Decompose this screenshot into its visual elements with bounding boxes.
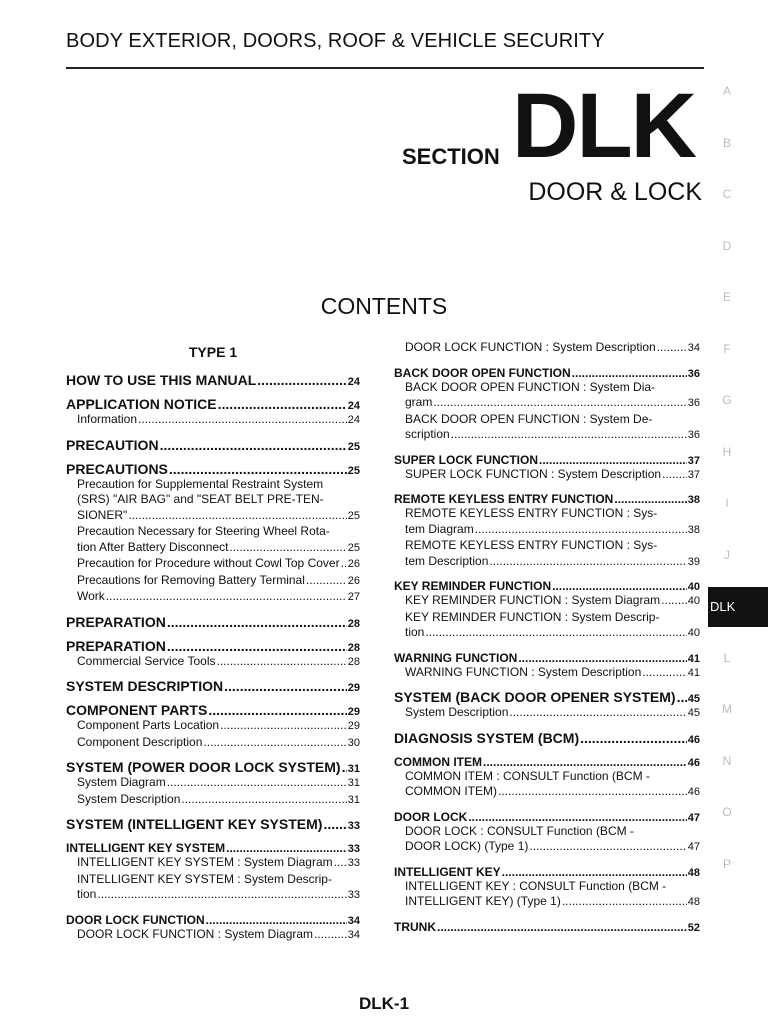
toc-entry	[66, 614, 360, 630]
dot-leader	[203, 735, 346, 751]
toc-page-number: 47	[687, 811, 700, 824]
toc-entry-title: SUPER LOCK FUNCTION	[394, 452, 538, 467]
toc-page-number: 33	[347, 820, 360, 832]
contents-title: CONTENTS	[320, 293, 448, 319]
side-tab-l: L	[723, 650, 731, 665]
toc-subentry	[394, 593, 700, 610]
toc-page-number: 38	[687, 494, 700, 506]
toc-subentry	[66, 556, 360, 573]
toc-entry-title: DOOR LOCK	[394, 809, 468, 824]
toc-subentry	[394, 705, 700, 722]
dot-leader	[425, 625, 686, 641]
toc-page-number: 24	[347, 414, 360, 426]
toc-page-number: 46	[687, 733, 700, 746]
side-tab-f: F	[723, 341, 731, 356]
dot-leader	[167, 775, 347, 791]
toc-entry-continued: BACK DOOR OPEN FUNCTION : System De-	[405, 411, 653, 426]
side-tab-d: D	[722, 238, 732, 253]
toc-entry	[66, 816, 360, 832]
toc-page-number: 29	[347, 720, 360, 732]
toc-page-number: 36	[687, 397, 700, 409]
toc-entry-title: PREPARATION	[66, 637, 166, 654]
toc-subentry	[66, 855, 360, 872]
dot-leader	[483, 755, 687, 769]
dot-leader	[342, 759, 347, 775]
dot-leader	[489, 554, 686, 570]
side-tab-b: B	[722, 135, 731, 150]
dot-leader	[218, 396, 347, 412]
toc-entry-title: SYSTEM DESCRIPTION	[66, 678, 224, 694]
toc-subentry	[66, 573, 360, 590]
toc-entry-title: INTELLIGENT KEY) (Type 1)	[405, 894, 561, 908]
toc-page-number: 45	[687, 693, 700, 705]
toc-page-number: 40	[687, 581, 700, 593]
toc-entry-title: System Description	[77, 791, 181, 806]
toc-subentry	[394, 625, 700, 642]
dot-leader	[181, 792, 346, 808]
toc-page-number: 34	[347, 928, 360, 941]
dot-leader	[509, 705, 686, 721]
toc-entry-continued: REMOTE KEYLESS ENTRY FUNCTION : Sys-	[405, 538, 658, 552]
toc-entry	[394, 689, 700, 705]
toc-subentry	[66, 735, 360, 752]
toc-entry-title: SYSTEM (INTELLIGENT KEY SYSTEM)	[66, 816, 323, 832]
toc-entry-title: System Diagram	[77, 775, 166, 789]
toc-entry-continued: Precaution for Supplemental Restraint System	[77, 476, 324, 491]
dot-leader	[229, 540, 346, 556]
dot-leader	[657, 340, 687, 356]
toc-page-number: 26	[347, 558, 360, 570]
dot-leader	[206, 913, 347, 927]
dot-leader	[661, 593, 687, 609]
toc-subentry	[66, 887, 360, 904]
toc-entry-title: tem Description	[405, 553, 489, 568]
side-tab-j: J	[724, 547, 730, 562]
toc-subentry	[66, 792, 360, 809]
toc-entry-title: BACK DOOR OPEN FUNCTION	[394, 365, 571, 380]
dot-leader	[529, 839, 686, 855]
toc-entry-title: Work	[77, 589, 105, 603]
toc-entry	[66, 372, 360, 388]
toc-entry-title: WARNING FUNCTION	[394, 650, 518, 665]
toc-subentry	[394, 894, 700, 911]
toc-entry-title: KEY REMINDER FUNCTION : System Diagram	[405, 593, 661, 607]
toc-page-number: 34	[687, 342, 700, 354]
toc-entry-continued: INTELLIGENT KEY SYSTEM : System Descrip-	[77, 871, 332, 886]
toc-page-number: 41	[687, 666, 700, 679]
toc-entry-title: tem Diagram	[405, 521, 474, 536]
side-tab-n: N	[722, 753, 732, 768]
toc-entry	[394, 579, 700, 593]
toc-subentry	[394, 427, 700, 444]
dot-leader	[97, 887, 346, 903]
toc-entry	[394, 492, 700, 506]
toc-entry-title: KEY REMINDER FUNCTION	[394, 579, 552, 593]
page-number: DLK-1	[358, 994, 410, 1013]
side-tab-i: I	[725, 496, 729, 510]
dot-leader	[468, 810, 686, 824]
header-title: BODY EXTERIOR, DOORS, ROOF & VEHICLE SECURITY	[66, 30, 605, 52]
dot-leader	[614, 492, 686, 506]
toc-page-number: 33	[347, 889, 360, 901]
toc-subentry	[394, 784, 700, 801]
toc-subentry	[394, 395, 700, 412]
toc-entry	[66, 841, 360, 855]
toc-entry-title: INTELLIGENT KEY SYSTEM : System Diagram	[77, 855, 333, 869]
dot-leader	[128, 508, 346, 524]
dot-leader	[257, 372, 346, 388]
toc-subentry	[66, 927, 360, 944]
toc-page-number: 48	[687, 866, 700, 879]
dot-leader	[334, 855, 347, 871]
toc-page-number: 33	[347, 857, 360, 869]
toc-entry-title: DOOR LOCK FUNCTION : System Diagram	[77, 926, 314, 941]
toc-page-number: 25	[347, 464, 360, 477]
toc-entry	[394, 755, 700, 769]
toc-entry	[66, 702, 360, 718]
toc-page-number: 29	[347, 682, 360, 694]
dot-leader	[106, 589, 347, 605]
toc-page-number: 47	[687, 841, 700, 853]
toc-page-number: 24	[347, 400, 360, 412]
dot-leader	[437, 920, 687, 934]
dot-leader	[677, 689, 687, 705]
toc-subentry	[66, 412, 360, 429]
toc-page-number: 46	[687, 756, 700, 769]
toc-entry-continued: (SRS) "AIR BAG" and "SEAT BELT PRE-TEN-	[77, 492, 324, 506]
toc-entry-continued: KEY REMINDER FUNCTION : System Descrip-	[405, 609, 660, 624]
toc-entry-title: HOW TO USE THIS MANUAL	[66, 372, 257, 388]
toc-entry-title: tion	[77, 887, 97, 901]
side-tab-h: H	[722, 444, 732, 459]
dot-leader	[498, 784, 687, 800]
toc-entry-title: DOOR LOCK FUNCTION	[66, 912, 205, 927]
toc-type-heading: TYPE 1	[188, 344, 238, 360]
dot-leader	[160, 437, 347, 453]
toc-entry-continued: REMOTE KEYLESS ENTRY FUNCTION : Sys-	[405, 506, 658, 520]
toc-entry-title: COMMON ITEM	[394, 754, 482, 769]
dot-leader	[323, 816, 346, 832]
dot-leader	[572, 366, 687, 380]
toc-entry-title: SYSTEM (POWER DOOR LOCK SYSTEM)	[66, 759, 341, 775]
toc-entry-title: Component Description	[77, 734, 203, 749]
toc-page-number: 40	[687, 627, 700, 639]
header-rule	[66, 67, 704, 69]
toc-entry-title: Precautions for Removing Battery Terminal	[77, 572, 305, 587]
toc-entry-title: gram	[405, 395, 433, 409]
toc-entry-continued: DOOR LOCK : CONSULT Function (BCM -	[405, 823, 634, 838]
toc-entry-title: System Description	[405, 705, 509, 719]
dot-leader	[167, 614, 347, 630]
toc-entry	[394, 366, 700, 380]
dot-leader	[475, 522, 687, 538]
dot-leader	[220, 718, 347, 734]
toc-page-number: 25	[347, 541, 360, 554]
toc-entry	[66, 759, 360, 775]
toc-entry-title: tion	[405, 625, 425, 639]
section-name: DOOR & LOCK	[528, 178, 702, 206]
toc-entry	[394, 453, 700, 467]
toc-subentry	[394, 522, 700, 539]
toc-entry-title: SYSTEM (BACK DOOR OPENER SYSTEM)	[394, 689, 676, 705]
toc-entry-continued: INTELLIGENT KEY : CONSULT Function (BCM -	[405, 878, 667, 893]
toc-entry-title: SIONER"	[77, 507, 128, 522]
dot-leader	[580, 730, 687, 746]
dot-leader	[502, 865, 687, 879]
toc-entry-title: Information	[77, 412, 138, 426]
dot-leader	[138, 412, 347, 428]
toc-subentry	[66, 540, 360, 557]
toc-entry-title: COMPONENT PARTS	[66, 702, 208, 718]
toc-entry-title: tion After Battery Disconnect	[77, 539, 229, 554]
toc-page-number: 41	[687, 652, 700, 665]
toc-page-number: 46	[687, 786, 700, 798]
toc-entry	[394, 865, 700, 879]
toc-page-number: 28	[347, 655, 360, 668]
toc-page-number: 52	[687, 921, 700, 934]
dot-leader	[341, 556, 347, 572]
toc-entry-title: Component Parts Location	[77, 718, 220, 732]
dot-leader	[451, 427, 687, 443]
toc-left-column	[66, 336, 360, 943]
toc-page-number: 30	[347, 736, 360, 749]
toc-right-column	[394, 340, 700, 934]
toc-page-number: 31	[347, 793, 360, 806]
toc-entry-title: INTELLIGENT KEY	[394, 864, 501, 879]
side-tab-a: A	[722, 84, 731, 98]
toc-entry	[66, 461, 360, 477]
toc-entry-title: PRECAUTION	[66, 436, 159, 453]
toc-entry-title: PREPARATION	[66, 613, 166, 630]
toc-page-number: 45	[687, 707, 700, 719]
toc-entry-title: TRUNK	[394, 919, 436, 934]
toc-page-number: 31	[347, 763, 360, 775]
toc-subentry	[394, 467, 700, 484]
side-tab-dlk: DLK	[708, 587, 768, 627]
toc-entry-title: PRECAUTIONS	[66, 460, 168, 477]
toc-entry	[66, 638, 360, 654]
section-code: DLK	[512, 75, 696, 177]
toc-entry-title: APPLICATION NOTICE	[66, 396, 217, 412]
dot-leader	[562, 894, 687, 910]
toc-entry-continued: BACK DOOR OPEN FUNCTION : System Dia-	[405, 379, 656, 394]
toc-page-number: 25	[347, 509, 360, 522]
side-tab-g: G	[722, 393, 732, 407]
toc-entry	[66, 396, 360, 412]
dot-leader	[306, 573, 347, 589]
toc-page-number: 31	[347, 777, 360, 789]
side-tab-p: P	[722, 856, 731, 871]
toc-page-number: 37	[687, 454, 700, 467]
toc-entry-title: DIAGNOSIS SYSTEM (BCM)	[394, 729, 580, 746]
toc-entry-title: COMMON ITEM)	[405, 784, 497, 798]
toc-entry-title: Precaution for Procedure without Cowl Top Cover	[77, 556, 340, 570]
side-tab-o: O	[722, 805, 732, 819]
toc-page-number: 39	[687, 555, 700, 568]
toc-entry	[66, 437, 360, 453]
dot-leader	[539, 453, 687, 467]
dot-leader	[224, 678, 347, 694]
side-tab-c: C	[722, 187, 732, 201]
toc-entry-title: WARNING FUNCTION : System Description	[405, 664, 642, 679]
toc-entry-title: DOOR LOCK FUNCTION : System Description	[405, 340, 656, 354]
toc-subentry	[66, 589, 360, 606]
toc-page-number: 26	[347, 574, 360, 587]
dot-leader	[314, 927, 347, 943]
toc-entry	[394, 810, 700, 824]
toc-page-number: 24	[347, 376, 360, 388]
toc-page-number: 25	[347, 440, 360, 453]
toc-entry	[66, 678, 360, 694]
dot-leader	[167, 638, 347, 654]
toc-page-number: 33	[347, 843, 360, 855]
dot-leader	[552, 579, 687, 593]
toc-entry-title: Commercial Service Tools	[77, 653, 216, 668]
toc-page-number: 28	[347, 641, 360, 654]
toc-entry-title: scription	[405, 427, 450, 441]
dot-leader	[662, 467, 687, 483]
dot-leader	[433, 395, 686, 411]
dot-leader	[217, 654, 347, 670]
toc-subentry	[394, 665, 700, 682]
toc-page-number: 29	[347, 706, 360, 718]
toc-entry-title: SUPER LOCK FUNCTION : System Description	[405, 466, 662, 481]
toc-page-number: 27	[347, 591, 360, 603]
toc-page-number: 36	[687, 367, 700, 380]
toc-entry	[66, 913, 360, 927]
toc-subentry	[394, 340, 700, 357]
dot-leader	[518, 651, 686, 665]
toc-entry	[394, 920, 700, 934]
toc-page-number: 48	[687, 896, 700, 908]
toc-entry-title: REMOTE KEYLESS ENTRY FUNCTION	[394, 492, 614, 506]
toc-page-number: 36	[687, 429, 700, 441]
toc-page-number: 34	[347, 914, 360, 927]
toc-subentry	[66, 775, 360, 792]
toc-entry	[394, 651, 700, 665]
toc-page-number: 40	[687, 595, 700, 607]
toc-subentry	[66, 654, 360, 671]
toc-subentry	[66, 508, 360, 525]
toc-entry-continued: Precaution Necessary for Steering Wheel Rota-	[77, 524, 330, 538]
toc-page-number: 37	[687, 468, 700, 481]
side-tab-e: E	[722, 290, 731, 304]
toc-subentry	[394, 554, 700, 571]
dot-leader	[642, 665, 687, 681]
toc-entry-continued: COMMON ITEM : CONSULT Function (BCM -	[405, 768, 650, 783]
dot-leader	[208, 702, 346, 718]
toc-entry-title: DOOR LOCK) (Type 1)	[405, 839, 529, 853]
side-tab-m: M	[722, 702, 732, 716]
section-label: SECTION	[402, 144, 500, 169]
toc-subentry	[394, 839, 700, 856]
toc-entry-title: INTELLIGENT KEY SYSTEM	[66, 841, 226, 855]
toc-page-number: 28	[347, 617, 360, 630]
toc-page-number: 38	[687, 523, 700, 536]
dot-leader	[226, 841, 347, 855]
toc-subentry	[66, 718, 360, 735]
dot-leader	[169, 461, 347, 477]
toc-entry	[394, 730, 700, 746]
